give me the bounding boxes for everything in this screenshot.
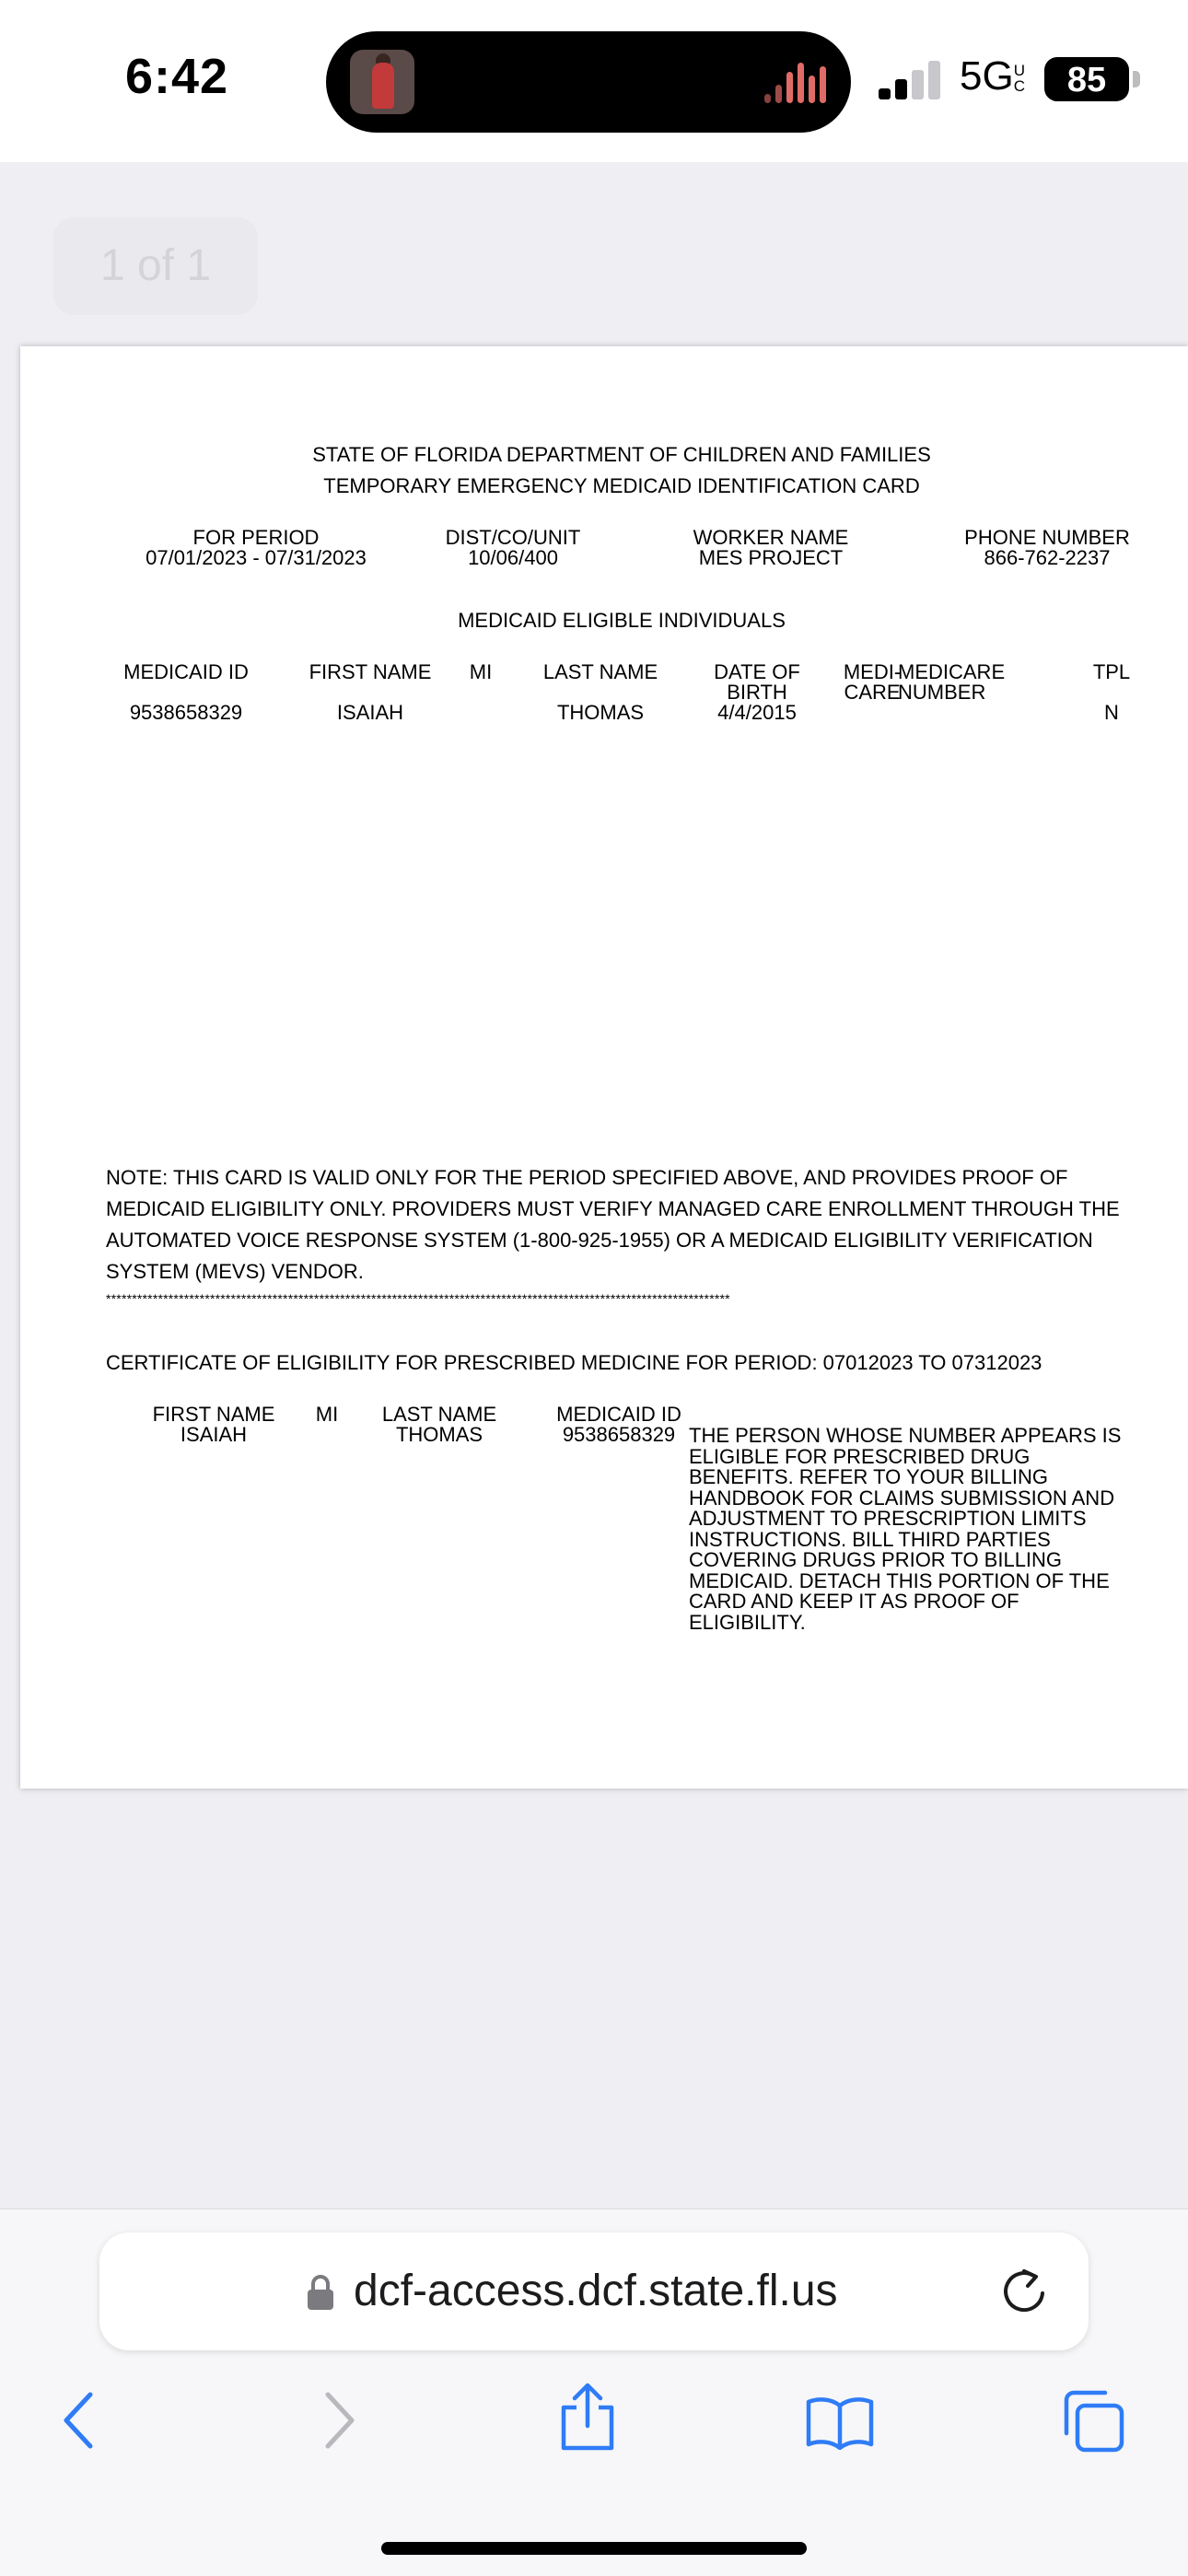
col-medicare-line-1: MEDI- (843, 660, 902, 683)
cert-col-first-name: FIRST NAME (152, 1403, 275, 1426)
dist-co-unit-label: DIST/CO/UNIT (445, 526, 581, 549)
period-value: 07/01/2023 - 07/31/2023 (146, 546, 367, 569)
instruction-line: COVERING DRUGS PRIOR TO BILLING (689, 1548, 1063, 1571)
audio-waveform-icon (764, 63, 829, 103)
period-label: FOR PERIOD (192, 526, 320, 549)
cert-last-name: THOMAS (395, 1423, 483, 1446)
battery-icon (1044, 57, 1129, 101)
col-medicare-number-line-2: NUMBER (898, 681, 986, 704)
instruction-line: ELIGIBLE FOR PRESCRIBED DRUG (689, 1444, 1031, 1468)
col-tpl: TPL (1092, 660, 1131, 683)
separator-line: ************************************************************************************************************************ (106, 1291, 730, 1306)
instruction-line: THE PERSON WHOSE NUMBER APPEARS IS (689, 1424, 1122, 1447)
reload-icon[interactable] (1002, 2266, 1048, 2317)
cert-col-mi: MI (315, 1403, 339, 1426)
row-tpl: N (1104, 701, 1119, 724)
url-text[interactable]: dcf-access.dcf.state.fl.us (354, 2267, 838, 2315)
dist-co-unit-value: 10/06/400 (468, 546, 558, 569)
dynamic-island[interactable] (326, 31, 851, 133)
cert-medicaid-id: 9538658329 (562, 1423, 676, 1446)
cert-col-last-name: LAST NAME (381, 1403, 497, 1426)
status-time: 6:42 (125, 49, 229, 104)
battery-level: 85 (1066, 61, 1107, 99)
network-type: 5GUC (960, 53, 1025, 99)
col-medicare-number-line-1: MEDICARE (898, 660, 1006, 683)
back-icon[interactable] (61, 2391, 98, 2450)
forward-icon[interactable] (320, 2391, 357, 2450)
instruction-line: MEDICAID. DETACH THIS PORTION OF THE (689, 1568, 1110, 1592)
share-icon[interactable] (558, 2380, 617, 2454)
tabs-icon[interactable] (1059, 2387, 1127, 2455)
worker-name-label: WORKER NAME (693, 526, 849, 549)
row-medicaid-id: 9538658329 (129, 701, 243, 724)
instruction-line: ADJUSTMENT TO PRESCRIPTION LIMITS (689, 1507, 1087, 1530)
lock-icon (306, 2273, 335, 2312)
status-bar (0, 0, 1188, 162)
now-playing-thumbnail[interactable] (350, 50, 414, 114)
bookmarks-icon[interactable] (805, 2395, 875, 2450)
phone-number-value: 866-762-2237 (984, 546, 1111, 569)
row-dob: 4/4/2015 (717, 701, 797, 724)
document-page (20, 346, 1188, 1789)
col-dob-line-2: BIRTH (727, 681, 787, 704)
col-medicaid-id: MEDICAID ID (123, 660, 249, 683)
instruction-line: HANDBOOK FOR CLAIMS SUBMISSION AND (689, 1486, 1115, 1509)
col-medicare-line-2: CARE (844, 681, 901, 704)
col-last-name: LAST NAME (542, 660, 658, 683)
instruction-line: INSTRUCTIONS. BILL THIRD PARTIES (689, 1527, 1051, 1551)
instruction-line: ELIGIBILITY. (689, 1610, 806, 1634)
network-suffix: UC (1013, 62, 1025, 96)
prescription-instructions (689, 1426, 1168, 1633)
worker-name-value: MES PROJECT (698, 546, 844, 569)
cellular-signal-icon (879, 61, 941, 99)
col-first-name: FIRST NAME (309, 660, 432, 683)
validity-note: NOTE: THIS CARD IS VALID ONLY FOR THE PERIOD SPECIFIED ABOVE, AND PROVIDES PROOF OF MEDICAID ELIGIBILITY ONLY. PROVIDERS MUST VERIFY MANAGED CARE ENROLLMENT THROUGH THE AUTOMATED VOICE RESPONSE SYSTEM (1-800-925-1955) OR A MEDICAID ELIGIBILITY VERIFICATION SYSTEM (MEVS) VENDOR. (106, 1166, 1120, 1283)
home-indicator[interactable] (381, 2542, 807, 2555)
page-indicator: 1 of 1 (53, 217, 258, 315)
col-dob-line-1: DATE OF (714, 660, 800, 683)
certificate-heading: CERTIFICATE OF ELIGIBILITY FOR PRESCRIBED MEDICINE FOR PERIOD: 07012023 TO 07312023 (106, 1351, 1042, 1374)
cert-first-name: ISAIAH (180, 1423, 248, 1446)
eligible-individuals-heading: MEDICAID ELIGIBLE INDIVIDUALS (458, 609, 786, 632)
doc-title-line-2: TEMPORARY EMERGENCY MEDICAID IDENTIFICATION CARD (323, 474, 920, 497)
battery-tip (1133, 71, 1140, 87)
instruction-line: BENEFITS. REFER TO YOUR BILLING (689, 1465, 1048, 1488)
instruction-line: CARD AND KEEP IT AS PROOF OF (689, 1590, 1019, 1613)
row-first-name: ISAIAH (336, 701, 404, 724)
col-mi: MI (469, 660, 493, 683)
phone-number-label: PHONE NUMBER (964, 526, 1130, 549)
doc-title-line-1: STATE OF FLORIDA DEPARTMENT OF CHILDREN AND FAMILIES (312, 443, 931, 466)
cert-col-medicaid-id: MEDICAID ID (556, 1403, 681, 1426)
row-last-name: THOMAS (556, 701, 645, 724)
